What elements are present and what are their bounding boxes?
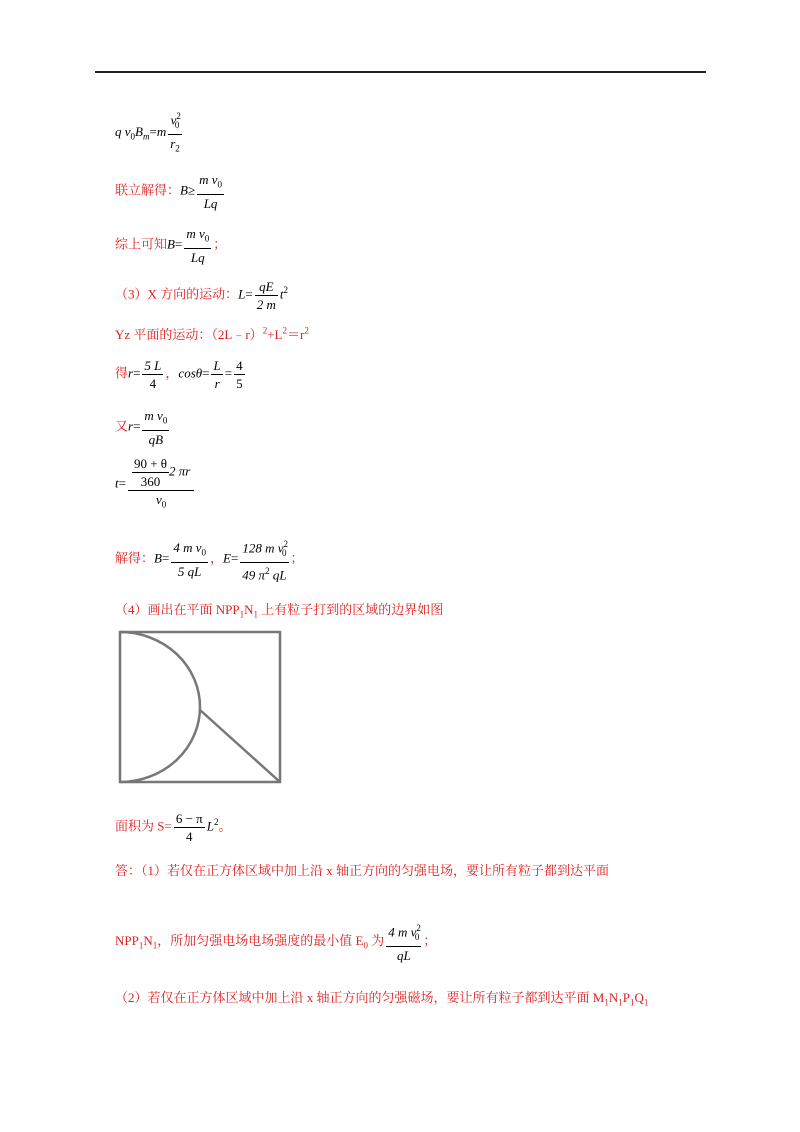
fraction: [240, 536, 288, 583]
punct: ；: [423, 932, 437, 948]
denominator: v: [156, 492, 162, 507]
sub: 1: [618, 997, 623, 1008]
sub: 0: [162, 415, 168, 426]
numerator: 4 m v: [173, 540, 202, 556]
equation-radius: [115, 357, 247, 392]
operator: =: [161, 550, 170, 566]
expr-2pir: 2 πr: [169, 463, 191, 479]
punct: ，: [209, 550, 223, 566]
sup: 2: [282, 325, 287, 336]
text-answer-1: [115, 860, 609, 879]
equation-time: [115, 455, 196, 514]
text-boundary-caption: [115, 599, 443, 620]
expr-B: B: [180, 182, 188, 198]
region-diagram: [115, 628, 285, 788]
expr-L: L: [206, 818, 214, 834]
sub: 1: [604, 997, 609, 1008]
sub: 1: [152, 940, 158, 951]
denominator-tail: qL: [269, 567, 287, 583]
semicircle-arc: [120, 632, 200, 782]
numerator: m v: [144, 408, 163, 423]
text: N: [608, 990, 619, 1005]
denominator: Lq: [190, 249, 205, 265]
equation-area: [115, 810, 231, 845]
fraction: [234, 357, 245, 392]
equation-combined: [115, 171, 226, 212]
text: （2）若仅在正方体区域中加上沿 x 轴正方向的匀强磁场，要让所有粒子都到达平面 M: [115, 990, 605, 1005]
text-answer-2: [115, 987, 648, 1008]
operator: =: [224, 365, 233, 381]
label: NPP: [115, 932, 139, 948]
expr-t: t: [115, 475, 119, 491]
expr-r: r: [128, 418, 134, 434]
denominator: 49 π: [242, 567, 266, 583]
operator: =: [133, 418, 141, 434]
sub: 0: [161, 499, 167, 510]
fraction: [168, 108, 182, 158]
punct: ；: [213, 236, 227, 252]
text: ＝r: [286, 327, 305, 342]
fraction: [184, 225, 211, 266]
fraction: [386, 920, 421, 964]
fraction: [174, 810, 205, 845]
sup: 2: [416, 923, 421, 933]
text: +L: [267, 327, 283, 342]
denominator: Lq: [203, 195, 218, 211]
denominator: r: [214, 376, 220, 391]
equation-r-mv: [115, 407, 171, 448]
punct: 。: [218, 818, 232, 834]
denominator: 4: [186, 829, 193, 844]
sub: 1: [253, 609, 258, 620]
label: （3）X 方向的运动：: [115, 286, 239, 302]
denominator: 2 m: [256, 297, 276, 312]
denominator: 5: [236, 376, 243, 391]
expr-E: E: [223, 550, 231, 566]
denominator: 5 qL: [177, 563, 202, 579]
label: 解得：: [115, 550, 155, 566]
sup: 2: [262, 325, 268, 336]
fraction-outer: [128, 455, 194, 514]
operator: ≥: [187, 182, 196, 198]
sub: 0: [201, 547, 206, 558]
text: ，所加匀强电场电场强度的最小值 E: [157, 932, 364, 948]
text: N: [143, 932, 153, 948]
label: （4）画出在平面 NPP: [115, 602, 240, 617]
diagonal-line: [200, 710, 280, 782]
equation-solution: [115, 536, 304, 583]
label: 面积为 S=: [115, 818, 172, 834]
label: 综上可知: [115, 236, 168, 252]
fraction: [211, 357, 222, 392]
sub: 2: [175, 143, 180, 154]
sup: 2: [213, 817, 219, 828]
fraction: [255, 278, 278, 313]
sup: 2: [283, 285, 288, 296]
text: Q: [634, 990, 644, 1005]
denominator: 360: [140, 474, 161, 489]
sup: 2: [265, 565, 270, 576]
sup: 2: [283, 539, 288, 549]
numerator: 90 + θ: [133, 456, 168, 471]
sub: 0: [174, 119, 180, 130]
sub: 1: [138, 940, 144, 951]
sub: 1: [629, 997, 635, 1008]
text: 为: [367, 932, 385, 948]
sub: 1: [239, 609, 245, 620]
denominator: qL: [396, 947, 411, 963]
operator: =: [230, 550, 239, 566]
expr-qv: q v: [115, 123, 131, 139]
expr-B: B: [135, 123, 143, 139]
operator: =: [133, 365, 141, 381]
text: P: [622, 990, 630, 1005]
label: 得: [115, 365, 129, 381]
text: N: [244, 602, 254, 617]
denominator: 4: [149, 376, 157, 391]
denominator: r: [170, 135, 176, 151]
text: 上有粒子打到的区域的边界如图: [258, 602, 444, 617]
header-rule: [95, 71, 706, 73]
fraction: [142, 407, 169, 448]
text: 答：（1）若仅在正方体区域中加上沿 x 轴正方向的匀强电场，要让所有粒子都到达平面: [115, 863, 610, 878]
sub: m: [142, 131, 150, 142]
sub: 0: [282, 547, 287, 558]
sub: 0: [130, 131, 136, 142]
fraction: [171, 539, 208, 580]
numerator: 6 − π: [175, 811, 203, 826]
operator: =: [202, 365, 210, 381]
label: 联立解得：: [115, 182, 181, 198]
equals: =: [149, 123, 157, 139]
numerator: 4: [236, 358, 243, 373]
numerator: qE: [255, 278, 278, 296]
expr-cos: cosθ: [178, 365, 203, 381]
numerator: L: [213, 358, 221, 373]
sub: 0: [414, 931, 420, 942]
text-answer-1-cont: [115, 920, 436, 964]
sup: 2: [304, 325, 309, 336]
equation-summary: [115, 225, 226, 266]
label: 又: [115, 418, 129, 434]
sup: 2: [176, 111, 181, 121]
fraction: [142, 357, 163, 392]
denominator: qB: [148, 431, 164, 447]
punct: ，: [165, 365, 179, 381]
operator: =: [245, 286, 253, 302]
sub: 0: [363, 940, 368, 951]
numerator: v: [170, 112, 177, 128]
operator: =: [174, 236, 183, 252]
numerator: m v: [186, 226, 205, 241]
expr-B: B: [167, 236, 175, 252]
punct: ；: [290, 550, 304, 566]
sub: 0: [217, 179, 223, 190]
numerator: m v: [199, 172, 218, 187]
fraction: [197, 171, 224, 212]
expr-L: L: [238, 286, 246, 302]
operator: =: [118, 475, 126, 491]
expr-m: m: [156, 123, 167, 139]
equation-x-motion: [115, 278, 288, 313]
label: Yz 平面的运动：（2L﹣r）: [115, 327, 263, 342]
fraction-inner: [132, 455, 169, 490]
numerator: 128 m v: [242, 540, 284, 556]
expr-B: B: [154, 550, 162, 566]
expr-r: r: [128, 365, 134, 381]
numerator: 4 m v: [388, 924, 417, 940]
numerator: 5 L: [144, 358, 162, 373]
expr-t: t: [279, 286, 284, 302]
equation-lorentz: [115, 108, 184, 158]
sub: 0: [204, 233, 210, 244]
sub: 1: [643, 997, 649, 1008]
equation-yz-motion: [115, 324, 309, 343]
